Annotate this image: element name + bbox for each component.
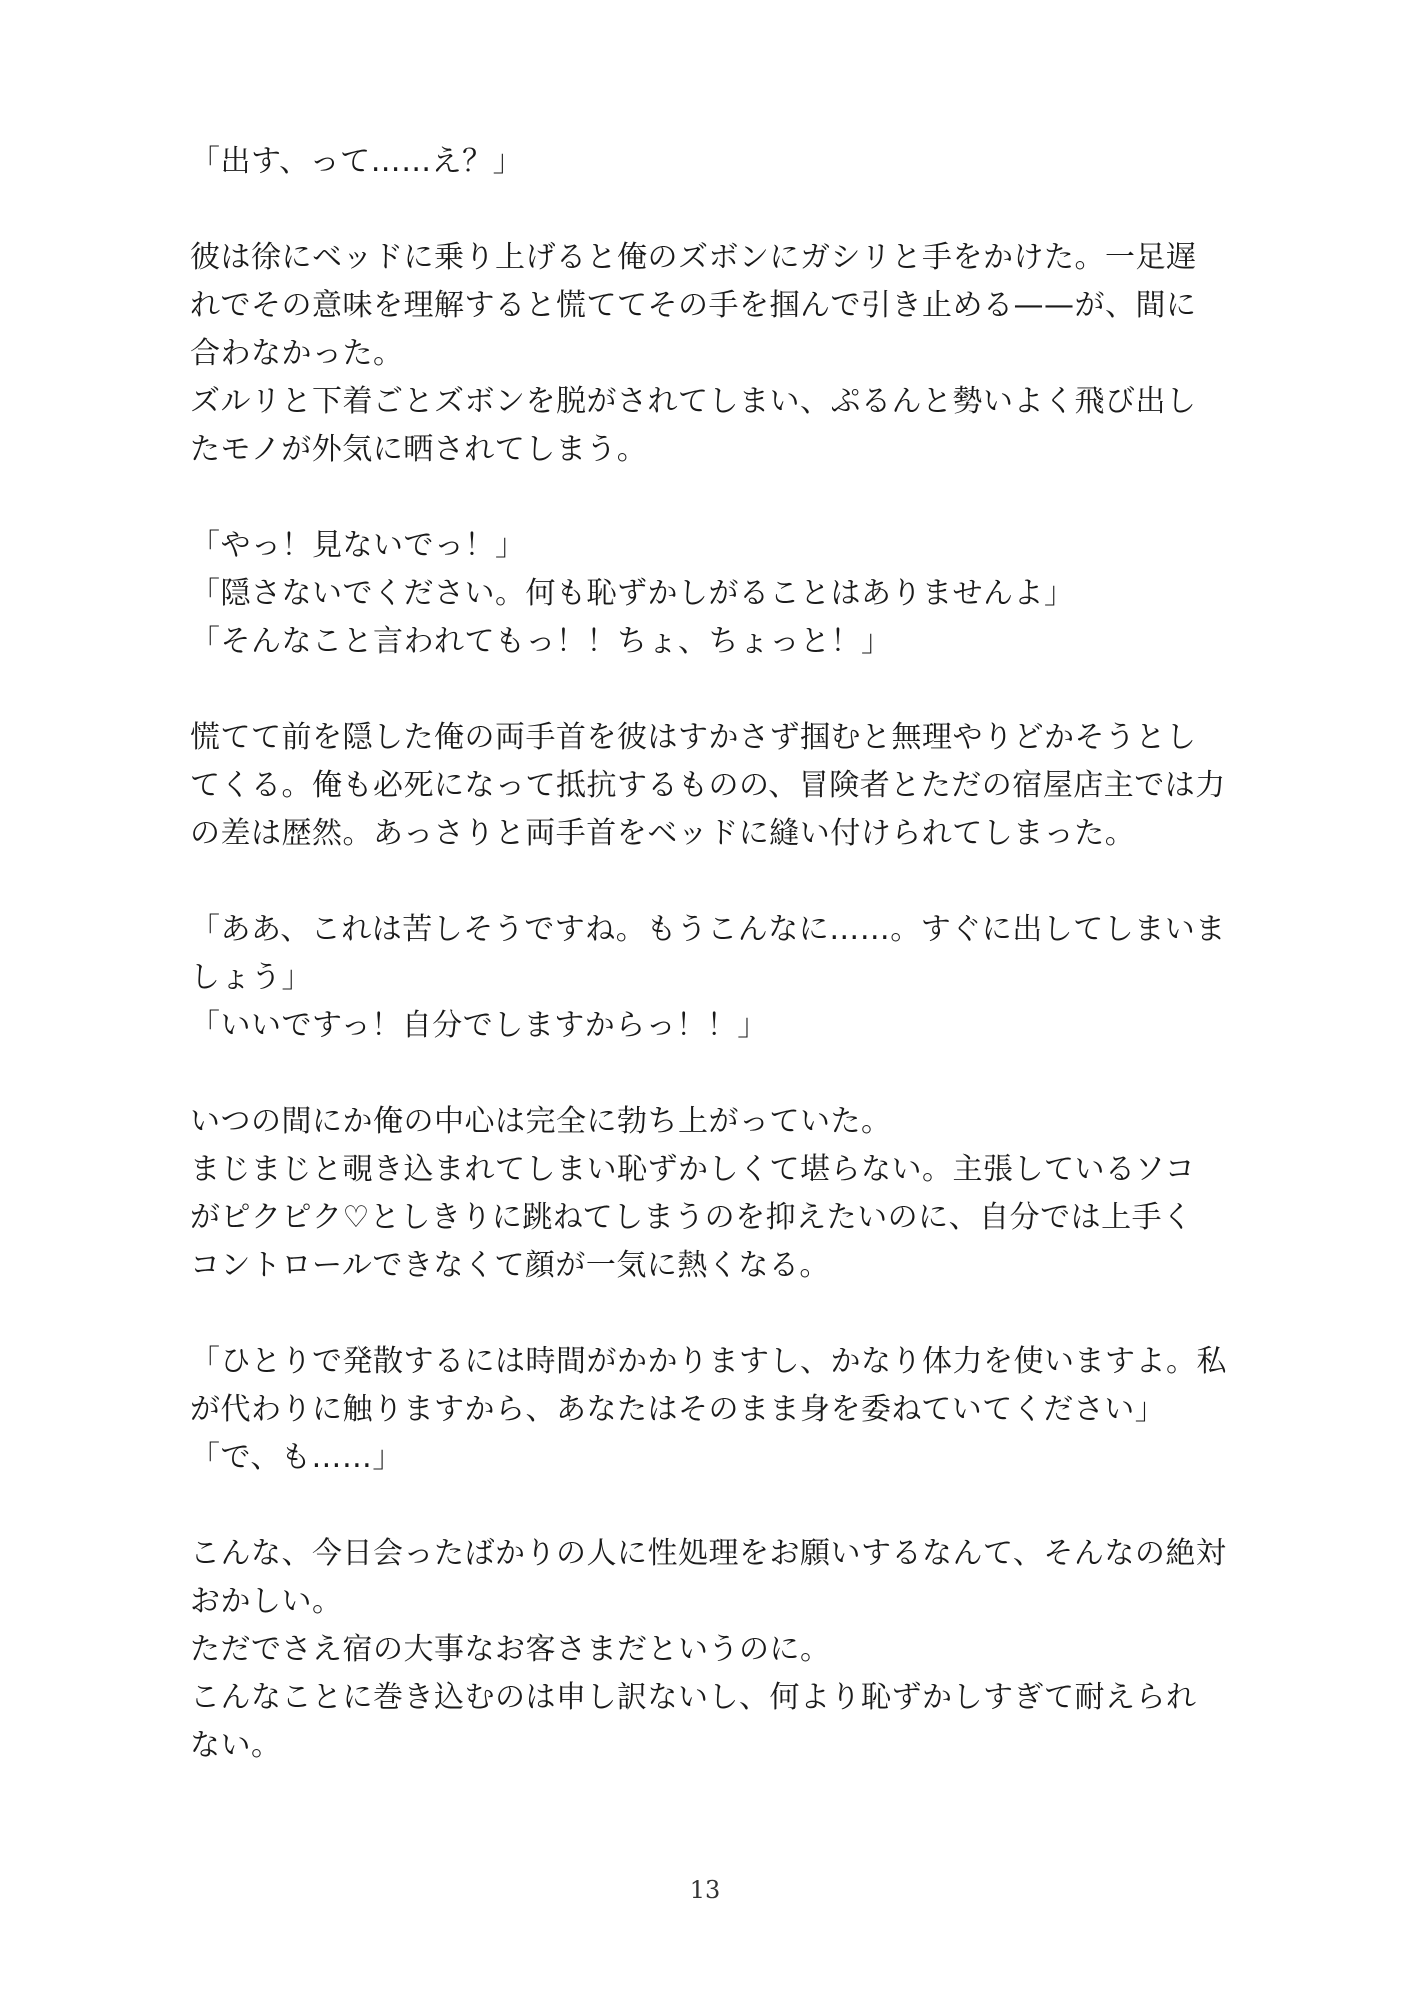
text-line: 「やっ！見ないでっ！」 [190,528,526,563]
body-text [190,138,1230,1770]
text-line: の差は歴然。あっさりと両手首をベッドに縫い付けられてしまった。 [190,816,1136,851]
text-line: 「そんなこと言われてもっ！！ちょ、ちょっと！」 [190,624,892,659]
blank-line [190,186,1230,234]
text-line: 「ひとりで発散するには時間がかかりますし、かなり体力を使いますよ。私 [190,1344,1227,1379]
text-line: れでその意味を理解すると慌ててその手を掴んで引き止める——が、間に [190,288,1197,323]
text-line: まじまじと覗き込まれてしまい恥ずかしくて堪らない。主張しているソコ [190,1152,1196,1187]
blank-line [190,1290,1230,1338]
blank-line [190,474,1230,522]
page-number: 13 [689,1876,721,1904]
text-line: 「で、も……」 [190,1440,403,1475]
text-line: 「隠さないでください。何も恥ずかしがることはありませんよ」 [190,576,1075,611]
text-line: コントロールできなくて顔が一気に熱くなる。 [190,1248,830,1283]
text-line: ない。 [190,1728,282,1763]
text-line: 慌てて前を隠した俺の両手首を彼はすかさず掴むと無理やりどかそうとし [190,720,1197,755]
text-line: こんなことに巻き込むのは申し訳ないし、何より恥ずかしすぎて耐えられ [190,1680,1197,1715]
text-line: てくる。俺も必死になって抵抗するものの、冒険者とただの宿屋店主では力 [190,768,1226,803]
blank-line [190,666,1230,714]
text-line: 彼は徐にベッドに乗り上げると俺のズボンにガシリと手をかけた。一足遅 [190,240,1197,275]
text-line: こんな、今日会ったばかりの人に性処理をお願いするなんて、そんなの絶対 [190,1536,1227,1571]
text-line: 「ああ、これは苦しそうですね。もうこんなに……。すぐに出してしまいま [190,912,1226,947]
text-line: おかしい。 [190,1584,343,1619]
blank-line [190,858,1230,906]
text-line: 「出す、って……え？」 [190,144,524,179]
blank-line [190,1050,1230,1098]
text-line: ズルリと下着ごとズボンを脱がされてしまい、ぷるんと勢いよく飛び出し [190,384,1197,419]
text-line: 合わなかった。 [190,336,404,371]
text-line: いつの間にか俺の中心は完全に勃ち上がっていた。 [190,1104,892,1139]
text-line: が代わりに触りますから、あなたはそのまま身を委ねていてください」 [190,1392,1166,1427]
text-line: 「いいですっ！自分でしますからっ！！」 [190,1008,768,1043]
text-line: しょう」 [190,960,312,995]
text-line: がピクピク♡としきりに跳ねてしまうのを抑えたいのに、自分では上手く [190,1200,1193,1235]
text-line: ただでさえ宿の大事なお客さまだというのに。 [190,1632,831,1667]
text-line: たモノが外気に晒されてしまう。 [190,432,648,467]
blank-line [190,1482,1230,1530]
